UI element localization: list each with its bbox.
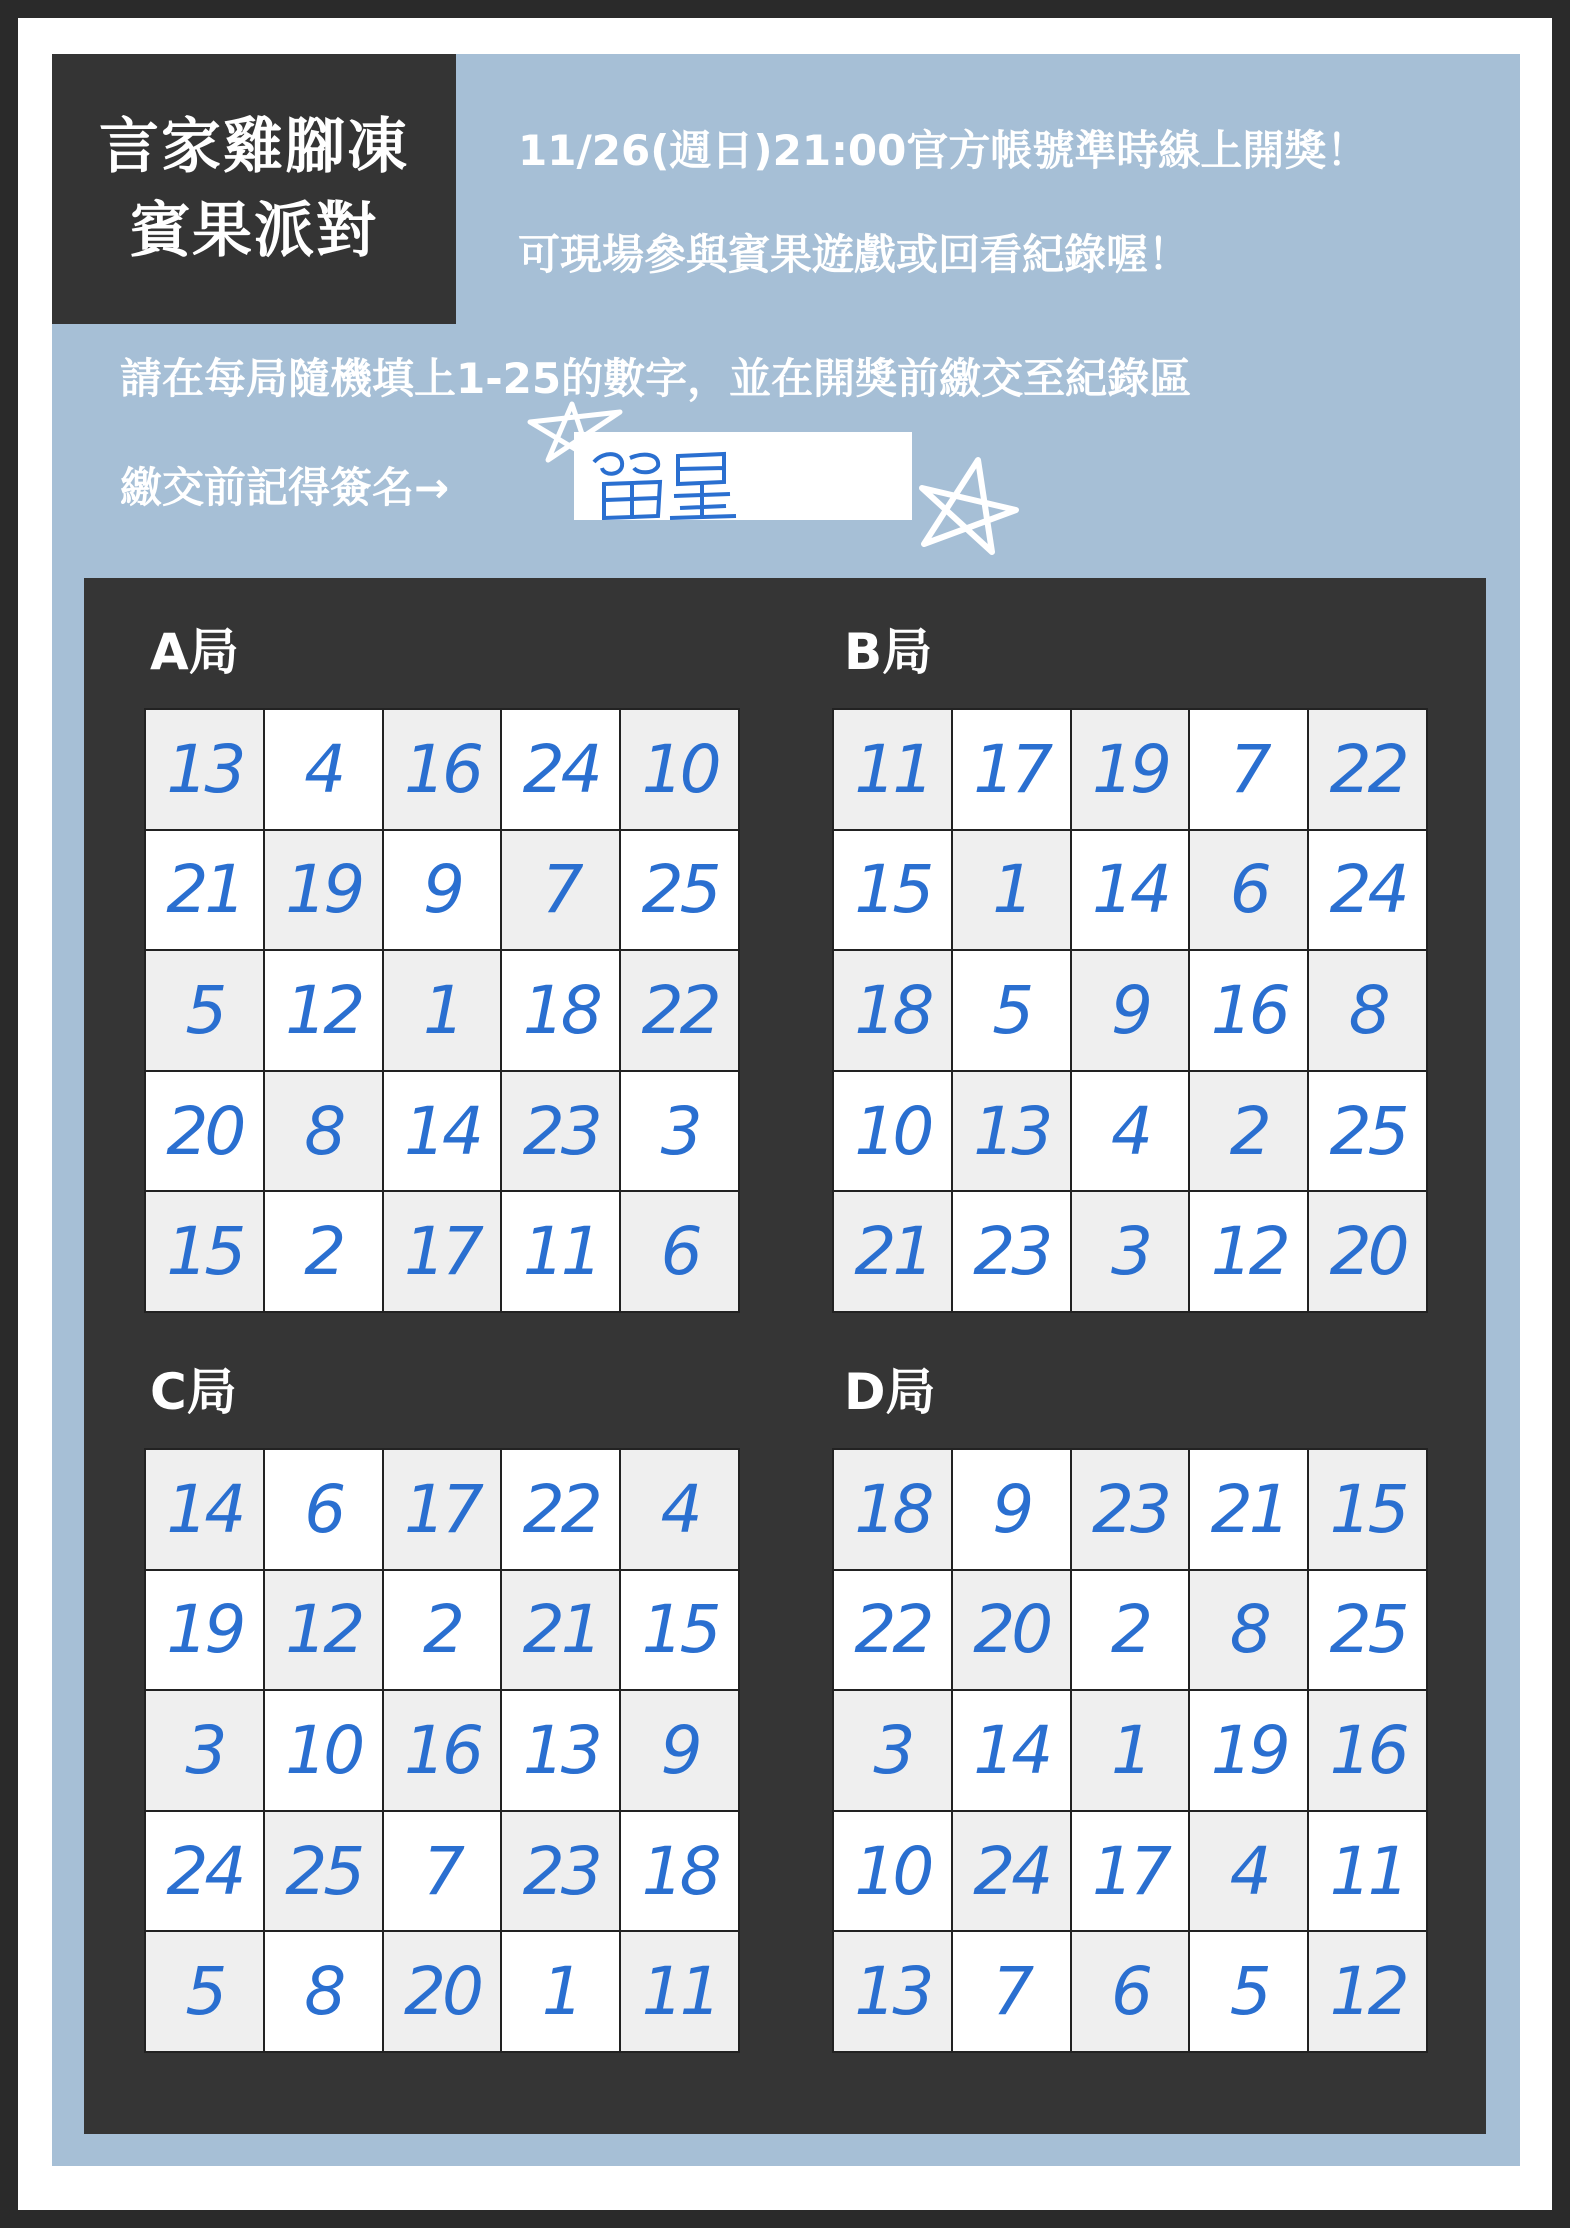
bingo-cell[interactable]: 5 [146, 1932, 263, 2051]
bingo-cell[interactable]: 7 [1190, 710, 1307, 829]
bingo-cell[interactable]: 18 [621, 1812, 738, 1931]
bingo-cell[interactable]: 11 [502, 1192, 619, 1311]
bingo-cell[interactable]: 8 [265, 1932, 382, 2051]
game-d-label: D局 [844, 1363, 936, 1421]
bingo-cell[interactable]: 15 [621, 1571, 738, 1690]
bingo-cell[interactable]: 17 [384, 1450, 501, 1569]
bingo-cell[interactable]: 23 [502, 1072, 619, 1191]
bingo-cell[interactable]: 1 [1072, 1691, 1189, 1810]
bingo-cell[interactable]: 5 [1190, 1932, 1307, 2051]
game-a-label: A局 [150, 623, 239, 681]
bingo-cell[interactable]: 22 [1309, 710, 1426, 829]
bingo-cell[interactable]: 8 [1309, 951, 1426, 1070]
bingo-cell[interactable]: 11 [621, 1932, 738, 2051]
bingo-cell[interactable]: 19 [1190, 1691, 1307, 1810]
bingo-cell[interactable]: 21 [834, 1192, 951, 1311]
game-c-label: C局 [150, 1363, 237, 1421]
bingo-cell[interactable]: 2 [1190, 1072, 1307, 1191]
signature-field[interactable] [574, 432, 912, 520]
bingo-grid-c [144, 1448, 740, 2053]
bingo-cell[interactable]: 8 [265, 1072, 382, 1191]
bingo-cell[interactable]: 9 [953, 1450, 1070, 1569]
bingo-cell[interactable]: 10 [265, 1691, 382, 1810]
bingo-cell[interactable]: 16 [384, 710, 501, 829]
bingo-cell[interactable]: 20 [384, 1932, 501, 2051]
bingo-cell[interactable]: 13 [953, 1072, 1070, 1191]
bingo-cell[interactable]: 24 [953, 1812, 1070, 1931]
bingo-cell[interactable]: 8 [1190, 1571, 1307, 1690]
bingo-cell[interactable]: 15 [1309, 1450, 1426, 1569]
bingo-cell[interactable]: 14 [146, 1450, 263, 1569]
bingo-cell[interactable]: 12 [1309, 1932, 1426, 2051]
bingo-cell[interactable]: 20 [146, 1072, 263, 1191]
bingo-cell[interactable]: 23 [502, 1812, 619, 1931]
bingo-cell[interactable]: 7 [953, 1932, 1070, 2051]
bingo-cell[interactable]: 15 [834, 831, 951, 950]
bingo-cell[interactable]: 12 [265, 1571, 382, 1690]
bingo-cell[interactable]: 3 [1072, 1192, 1189, 1311]
bingo-cell[interactable]: 18 [834, 1450, 951, 1569]
bingo-cell[interactable]: 2 [384, 1571, 501, 1690]
bingo-cell[interactable]: 14 [1072, 831, 1189, 950]
bingo-cell[interactable]: 2 [265, 1192, 382, 1311]
bingo-cell[interactable]: 22 [621, 951, 738, 1070]
bingo-cell[interactable]: 1 [953, 831, 1070, 950]
bingo-cell[interactable]: 10 [834, 1072, 951, 1191]
bingo-cell[interactable]: 6 [1072, 1932, 1189, 2051]
announcement-line-2: 可現場參與賓果遊戲或回看紀錄喔！ [518, 230, 1191, 279]
title-line-2: 賓果派對 [130, 196, 378, 266]
bingo-cell[interactable]: 9 [384, 831, 501, 950]
bingo-cell[interactable]: 5 [146, 951, 263, 1070]
bingo-cell[interactable]: 25 [621, 831, 738, 950]
bingo-cell[interactable]: 19 [265, 831, 382, 950]
bingo-cell[interactable]: 3 [834, 1691, 951, 1810]
bingo-cell[interactable]: 24 [502, 710, 619, 829]
bingo-cell[interactable]: 7 [502, 831, 619, 950]
bingo-cell[interactable]: 12 [265, 951, 382, 1070]
bingo-cell[interactable]: 20 [953, 1571, 1070, 1690]
bingo-cell[interactable]: 13 [502, 1691, 619, 1810]
bingo-cell[interactable]: 6 [265, 1450, 382, 1569]
bingo-cell[interactable]: 25 [1309, 1072, 1426, 1191]
bingo-cell[interactable]: 17 [1072, 1812, 1189, 1931]
bingo-cell[interactable]: 4 [265, 710, 382, 829]
bingo-cell[interactable]: 17 [953, 710, 1070, 829]
bingo-cell[interactable]: 23 [953, 1192, 1070, 1311]
bingo-cell[interactable]: 5 [953, 951, 1070, 1070]
game-b-label: B局 [844, 623, 933, 681]
bingo-cell[interactable]: 2 [1072, 1571, 1189, 1690]
bingo-cell[interactable]: 11 [834, 710, 951, 829]
bingo-grid-d [832, 1448, 1428, 2053]
bingo-cell[interactable]: 21 [146, 831, 263, 950]
bingo-cell[interactable]: 13 [834, 1932, 951, 2051]
bingo-cell[interactable]: 13 [146, 710, 263, 829]
announcement-line-1: 11/26(週日)21:00官方帳號準時線上開獎！ [518, 126, 1369, 175]
bingo-cell[interactable]: 1 [384, 951, 501, 1070]
bingo-cell[interactable]: 4 [1072, 1072, 1189, 1191]
bingo-cell[interactable]: 17 [384, 1192, 501, 1311]
signature-prompt: 繳交前記得簽名→ [120, 463, 450, 512]
bingo-cell[interactable]: 3 [621, 1072, 738, 1191]
bingo-cell[interactable]: 25 [1309, 1571, 1426, 1690]
bingo-cell[interactable]: 19 [1072, 710, 1189, 829]
bingo-cell[interactable]: 7 [384, 1812, 501, 1931]
bingo-cell[interactable]: 4 [1190, 1812, 1307, 1931]
bingo-cell[interactable]: 16 [1309, 1691, 1426, 1810]
bingo-cell[interactable]: 18 [834, 951, 951, 1070]
bingo-cell[interactable]: 25 [265, 1812, 382, 1931]
bingo-cell[interactable]: 9 [1072, 951, 1189, 1070]
bingo-cell[interactable]: 6 [1190, 831, 1307, 950]
bingo-cell[interactable]: 14 [953, 1691, 1070, 1810]
title-line-1: 言家雞腳凍 [99, 112, 409, 182]
handwritten-signature [574, 432, 912, 520]
bingo-cell[interactable]: 14 [384, 1072, 501, 1191]
bingo-cell[interactable]: 3 [146, 1691, 263, 1810]
bingo-cell[interactable]: 11 [1309, 1812, 1426, 1931]
title-box [52, 54, 456, 324]
star-doodle-right-icon [904, 452, 1024, 562]
bingo-cell[interactable]: 12 [1190, 1192, 1307, 1311]
bingo-cell[interactable]: 19 [146, 1571, 263, 1690]
bingo-cell[interactable]: 20 [1309, 1192, 1426, 1311]
bingo-grid-a [144, 708, 740, 1313]
bingo-cell[interactable]: 10 [834, 1812, 951, 1931]
bingo-cell[interactable]: 22 [502, 1450, 619, 1569]
instruction-text: 請在每局隨機填上1-25的數字，並在開獎前繳交至紀錄區 [120, 354, 1192, 403]
bingo-cell[interactable]: 10 [621, 710, 738, 829]
bingo-grid-b [832, 708, 1428, 1313]
bingo-cell[interactable]: 1 [502, 1932, 619, 2051]
bingo-cell[interactable]: 16 [1190, 951, 1307, 1070]
bingo-cell[interactable]: 21 [502, 1571, 619, 1690]
bingo-cell[interactable]: 16 [384, 1691, 501, 1810]
bingo-cell[interactable]: 24 [146, 1812, 263, 1931]
bingo-cell[interactable]: 21 [1190, 1450, 1307, 1569]
bingo-cell[interactable]: 24 [1309, 831, 1426, 950]
bingo-cell[interactable]: 23 [1072, 1450, 1189, 1569]
bingo-cell[interactable]: 22 [834, 1571, 951, 1690]
bingo-cell[interactable]: 9 [621, 1691, 738, 1810]
bingo-cell[interactable]: 4 [621, 1450, 738, 1569]
bingo-cell[interactable]: 6 [621, 1192, 738, 1311]
bingo-cell[interactable]: 18 [502, 951, 619, 1070]
bingo-cell[interactable]: 15 [146, 1192, 263, 1311]
